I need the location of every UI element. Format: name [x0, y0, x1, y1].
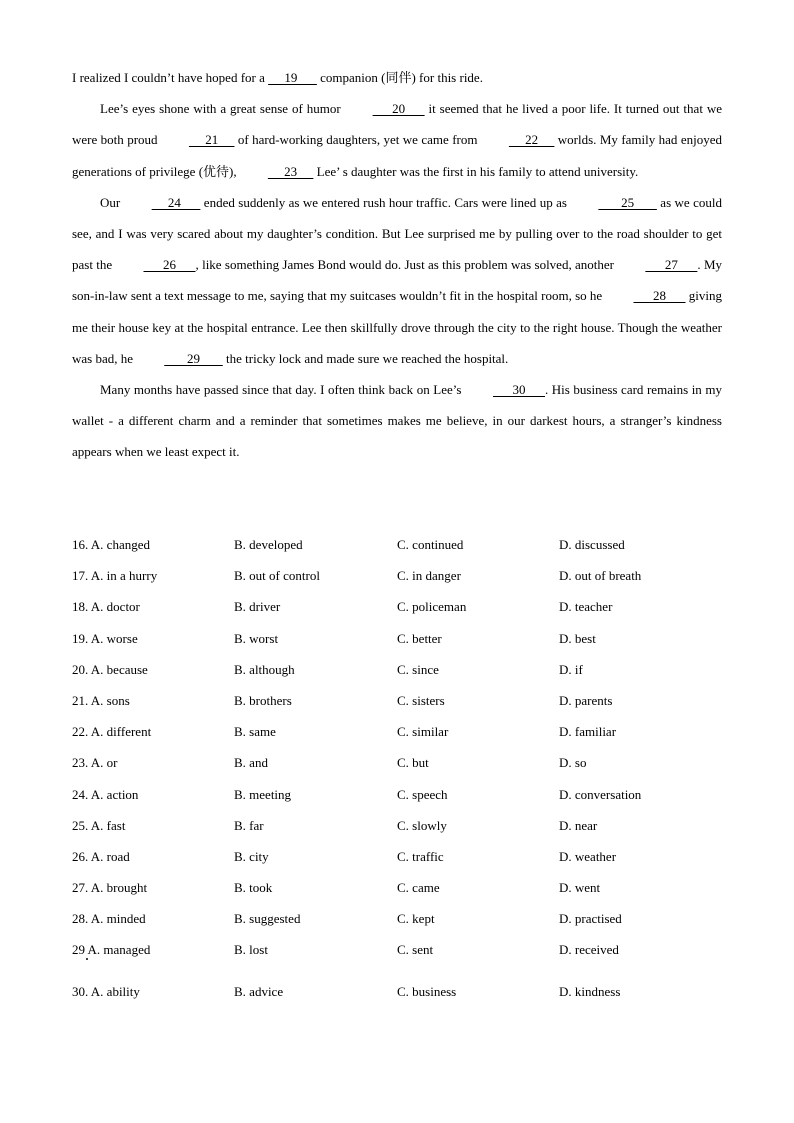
- option-b: B. brothers: [234, 692, 292, 708]
- question-row-17: [72, 560, 722, 591]
- option-d: D. out of breath: [559, 568, 642, 584]
- passage-text: companion (同伴) for this ride.: [316, 70, 483, 85]
- blank-24: 24: [151, 194, 201, 210]
- passage-text: it seemed that he lived a poor life. It turned out that we were both proud: [72, 101, 722, 148]
- blank-27: 27: [645, 257, 698, 273]
- option-b: B. driver: [234, 599, 281, 615]
- option-c: C. slowly: [397, 817, 447, 833]
- option-b: B. and: [234, 755, 268, 771]
- blank-23: 23: [267, 163, 314, 179]
- passage-text: the tricky lock and made sure we reached the hospital.: [222, 350, 509, 366]
- passage-text: . His business card remains in my wallet - a different charm and a reminder that sometimes makes me believe, in our darkest hours, a stranger’s kindness appears when we least expect it.: [72, 382, 722, 460]
- passage-text: Many months have passed since that day. I often think back on Lee’s: [100, 382, 465, 398]
- option-a: 26. A. road: [72, 848, 130, 864]
- option-d: D. discussed: [559, 537, 625, 552]
- blank-21: 21: [188, 132, 235, 148]
- passage-text: as we could see, and I was very scared about my daughter’s condition. But Lee surprised me by pulling over to the road shoulder to get past the: [72, 194, 722, 273]
- option-c: C. speech: [397, 786, 448, 802]
- option-a: 24. A. action: [72, 786, 139, 802]
- option-a: 17. A. in a hurry: [72, 568, 158, 584]
- question-row-18: [72, 591, 722, 622]
- option-c: C. better: [397, 630, 442, 646]
- option-b: B. developed: [234, 537, 303, 552]
- passage-text: Lee’s eyes shone with a great sense of humor: [100, 101, 345, 117]
- option-a: 19. A. worse: [72, 630, 138, 646]
- option-c: C. similar: [397, 724, 449, 740]
- question-row-29: [72, 934, 722, 965]
- option-d: D. near: [559, 817, 598, 833]
- option-a: 28. A. minded: [72, 911, 146, 927]
- question-row-22: [72, 716, 722, 747]
- option-a: 22. A. different: [72, 724, 152, 740]
- option-d: D. so: [559, 755, 587, 771]
- passage-text: giving me their house key at the hospital entrance. Lee then skillfully drove through the city to the right house. Though the weather was bad, he: [72, 288, 722, 366]
- passage-text: of hard-working daughters, yet we came from: [234, 132, 481, 148]
- option-c: C. sent: [397, 942, 434, 958]
- option-a: 21. A. sons: [72, 692, 130, 708]
- question-row-19: [72, 623, 722, 654]
- passage-text: Our: [100, 194, 124, 210]
- option-b: B. city: [234, 848, 269, 864]
- option-b: B. same: [234, 724, 276, 740]
- blank-22: 22: [508, 132, 555, 148]
- option-b: B. advice: [234, 983, 284, 999]
- question-row-27: [72, 872, 722, 903]
- blank-30: 30: [492, 382, 545, 398]
- option-d: D. if: [559, 661, 583, 677]
- paragraph-2: [72, 93, 722, 187]
- option-d: D. parents: [559, 692, 613, 708]
- paragraph-1: [72, 62, 722, 93]
- blank-19: 19: [268, 70, 317, 85]
- blank-26: 26: [143, 257, 196, 273]
- paragraph-4: [72, 374, 722, 468]
- option-d: D. practised: [559, 911, 622, 927]
- blank-25: 25: [598, 194, 657, 210]
- question-row-23: [72, 747, 722, 778]
- option-c: C. kept: [397, 911, 435, 927]
- blank-20: 20: [372, 101, 425, 117]
- option-d: D. weather: [559, 848, 617, 864]
- option-c: C. but: [397, 755, 429, 771]
- blank-28: 28: [633, 288, 686, 304]
- option-d: D. best: [559, 630, 596, 646]
- question-row-25: [72, 810, 722, 841]
- passage-text: , like something James Bond would do. Just as this problem was solved, another: [195, 257, 618, 273]
- option-a: 20. A. because: [72, 661, 148, 677]
- option-a: 29 A. managed: [72, 942, 151, 958]
- question-row-16: [72, 529, 722, 560]
- option-c: C. traffic: [397, 848, 444, 864]
- passage-text: I realized I couldn’t have hoped for a: [72, 70, 269, 85]
- option-a: 27. A. brought: [72, 880, 148, 896]
- paragraph-3: [72, 187, 722, 374]
- question-row-26: [72, 841, 722, 872]
- option-a: 25. A. fast: [72, 817, 126, 833]
- question-row-28: [72, 903, 722, 934]
- option-a: 18. A. doctor: [72, 599, 140, 615]
- option-b: B. lost: [234, 942, 268, 958]
- question-row-24: [72, 779, 722, 810]
- passage: [72, 62, 722, 468]
- option-d: D. kindness: [559, 983, 621, 999]
- passage-text: ended suddenly as we entered rush hour traffic. Cars were lined up as: [200, 194, 571, 210]
- option-d: D. conversation: [559, 786, 642, 802]
- option-b: B. far: [234, 817, 264, 833]
- blank-29: 29: [164, 350, 223, 366]
- option-a: 23. A. or: [72, 755, 118, 771]
- option-d: D. teacher: [559, 599, 613, 615]
- answer-options: [72, 529, 722, 1007]
- option-a: 16. A. changed: [72, 537, 150, 552]
- option-b: B. suggested: [234, 911, 301, 927]
- passage-text: Lee’ s daughter was the first in his family to attend university.: [313, 163, 639, 179]
- option-d: D. went: [559, 880, 601, 896]
- option-b: B. meeting: [234, 786, 292, 802]
- option-d: D. received: [559, 942, 619, 958]
- option-b: B. took: [234, 880, 273, 896]
- passage-text: worlds. My family had enjoyed generations of privilege (优待),: [72, 132, 722, 179]
- option-c: C. since: [397, 661, 439, 677]
- option-a: 30. A. ability: [72, 983, 140, 999]
- option-d: D. familiar: [559, 724, 617, 740]
- option-c: C. policeman: [397, 599, 467, 615]
- passage-text: . My son-in-law sent a text message to me, saying that my suitcases wouldn’t fit in the hospital room, so he: [72, 257, 723, 304]
- option-c: C. came: [397, 880, 440, 896]
- option-b: B. worst: [234, 630, 279, 646]
- question-row-20: [72, 654, 722, 685]
- option-b: B. out of control: [234, 568, 320, 584]
- option-c: C. sisters: [397, 692, 445, 708]
- question-row-21: [72, 685, 722, 716]
- option-c: C. in danger: [397, 568, 461, 584]
- option-c: C. business: [397, 983, 457, 999]
- option-c: C. continued: [397, 537, 464, 552]
- option-b: B. although: [234, 661, 295, 677]
- question-row-30: [72, 976, 722, 1007]
